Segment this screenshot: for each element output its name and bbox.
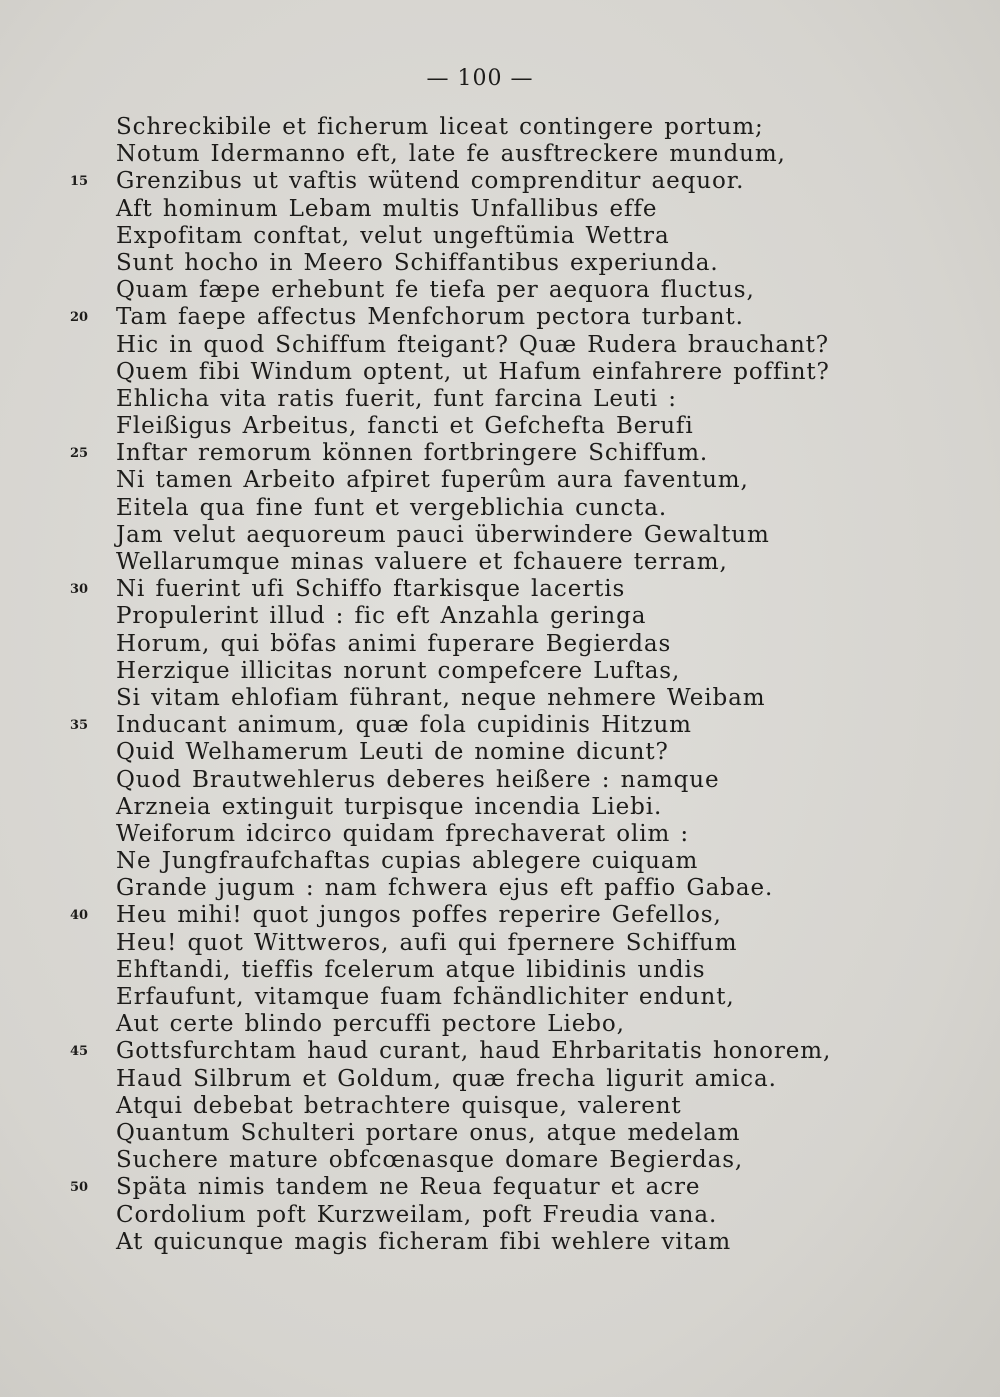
verse-line (0, 1229, 1000, 1256)
verse-line (0, 277, 1000, 304)
verse-line (0, 712, 1000, 739)
verse-line (0, 386, 1000, 413)
verse-text: Ne Jungfraufchaftas cupias ablegere cuiquam (116, 848, 699, 875)
verse-line (0, 549, 1000, 576)
verse-text: Notum Idermanno eft, late fe ausftreckere mundum, (116, 141, 786, 168)
verse-line (0, 1202, 1000, 1229)
verse-text: Erfaufunt, vitamque fuam fchändlichiter endunt, (116, 984, 735, 1010)
verse-line (0, 984, 1000, 1011)
verse-text: Jam velut aequoreum pauci überwindere Gewaltum (116, 521, 770, 548)
verse-line (0, 685, 1000, 712)
verse-line (0, 848, 1000, 875)
verse-text: Quantum Schulteri portare onus, atque medelam (116, 1119, 741, 1146)
verse-text: Propulerint illud : fic eft Anzahla geringa (116, 603, 647, 630)
line-number: 50 (70, 1180, 89, 1196)
verse-text: Inducant animum, quæ fola cupidinis Hitzum (116, 712, 692, 739)
verse-text: Aft hominum Lebam multis Unfallibus effe (116, 195, 658, 222)
verse-line (0, 794, 1000, 821)
verse-text: At quicunque magis ficheram fibi wehlere vitam (116, 1228, 732, 1255)
verse-line (0, 1120, 1000, 1147)
line-number: 20 (70, 310, 89, 326)
line-number: 45 (70, 1044, 89, 1060)
verse-text: Fleißigus Arbeitus, fancti et Gefchefta Berufi (116, 413, 694, 440)
line-number: 35 (70, 718, 89, 734)
verse-line (0, 1093, 1000, 1120)
verse-line (0, 1038, 1000, 1065)
verse-line (0, 1011, 1000, 1038)
line-number: 30 (70, 582, 89, 598)
verse-text: Heu mihi! quot jungos poffes reperire Gefellos, (116, 902, 722, 929)
verse-text: Herzique illicitas norunt compefcere Luftas, (116, 657, 681, 684)
verse-text: Haud Silbrum et Goldum, quæ frecha ligurit amica. (116, 1065, 777, 1092)
verse-text: Tam faepe affectus Menfchorum pectora turbant. (116, 304, 744, 331)
verse-text: Weiforum idcirco quidam fprechaverat olim : (116, 820, 690, 847)
verse-text: Gottsfurchtam haud curant, haud Ehrbaritatis honorem, (116, 1038, 832, 1065)
verse-line (0, 821, 1000, 848)
verse-text: Grenzibus ut vaftis wütend comprenditur aequor. (116, 168, 745, 195)
verse-text: Späta nimis tandem ne Reua fequatur et acre (116, 1174, 701, 1201)
verse-text: Wellarumque minas valuere et fchauere terram, (116, 549, 728, 575)
verse-text: Arzneia extinguit turpisque incendia Liebi. (116, 793, 663, 820)
verse-line (0, 522, 1000, 549)
verse-line (0, 875, 1000, 902)
verse-text: Sunt hocho in Meero Schiffantibus experiunda. (116, 249, 719, 276)
verse-line (0, 223, 1000, 250)
verse-text: Eitela qua fine funt et vergeblichia cuncta. (116, 494, 668, 521)
verse-text: Quam fæpe erhebunt fe tiefa per aequora fluctus, (116, 277, 755, 304)
verse-text: Ni tamen Arbeito afpiret fuperûm aura faventum, (116, 467, 749, 494)
verse-text: Si vitam ehlofiam führant, neque nehmere Weibam (116, 684, 766, 711)
verse-text: Hic in quod Schiffum fteigant? Quæ Rudera brauchant? (116, 331, 830, 358)
verse-text: Cordolium poft Kurzweilam, poft Freudia vana. (116, 1201, 718, 1228)
verse-line (0, 495, 1000, 522)
verse-line (0, 250, 1000, 277)
verse-line (0, 168, 1000, 195)
verse-line (0, 631, 1000, 658)
verse-text: Grande jugum : nam fchwera ejus eft paffio Gabae. (116, 875, 774, 902)
verse-line (0, 739, 1000, 766)
verse-line (0, 114, 1000, 141)
verse-line (0, 1147, 1000, 1174)
verse-line (0, 467, 1000, 494)
verse-text: Quod Brautwehlerus deberes heißere : namque (116, 766, 720, 793)
verse-text: Atqui debebat betrachtere quisque, valerent (116, 1092, 682, 1119)
verse-line (0, 196, 1000, 223)
verse-text: Ehftandi, tieffis fcelerum atque libidinis undis (116, 956, 706, 983)
verse-block (0, 114, 1000, 1256)
verse-line (0, 902, 1000, 929)
line-number: 15 (70, 174, 89, 190)
verse-line (0, 413, 1000, 440)
verse-line (0, 1174, 1000, 1201)
verse-text: Schreckibile et ficherum liceat contingere portum; (116, 114, 764, 140)
verse-line (0, 141, 1000, 168)
verse-text: Ni fuerint ufi Schiffo ftarkisque lacertis (116, 576, 626, 603)
verse-text: Quem fibi Windum optent, ut Hafum einfahrere poffint? (116, 358, 830, 385)
page-number: — 100 — (426, 66, 534, 91)
verse-text: Suchere mature obfcœnasque domare Begierdas, (116, 1147, 744, 1174)
verse-line (0, 440, 1000, 467)
verse-text: Expofitam conftat, velut ungeftümia Wettra (116, 222, 670, 249)
verse-line (0, 603, 1000, 630)
verse-text: Heu! quot Wittweros, aufi qui fpernere Schiffum (116, 929, 738, 956)
verse-line (0, 930, 1000, 957)
verse-line (0, 767, 1000, 794)
verse-text: Quid Welhamerum Leuti de nomine dicunt? (116, 739, 669, 766)
verse-line (0, 576, 1000, 603)
verse-line (0, 658, 1000, 685)
verse-text: Aut certe blindo percuffi pectore Liebo, (116, 1011, 625, 1038)
verse-line (0, 359, 1000, 386)
verse-line (0, 332, 1000, 359)
line-number: 40 (70, 908, 89, 924)
verse-text: Horum, qui böfas animi fuperare Begierdas (116, 630, 672, 657)
verse-text: Ehlicha vita ratis fuerit, funt farcina Leuti : (116, 385, 677, 412)
verse-line (0, 957, 1000, 984)
verse-line (0, 304, 1000, 331)
line-number: 25 (70, 446, 89, 462)
verse-text: Inftar remorum können fortbringere Schiffum. (116, 440, 709, 467)
verse-line (0, 1066, 1000, 1093)
